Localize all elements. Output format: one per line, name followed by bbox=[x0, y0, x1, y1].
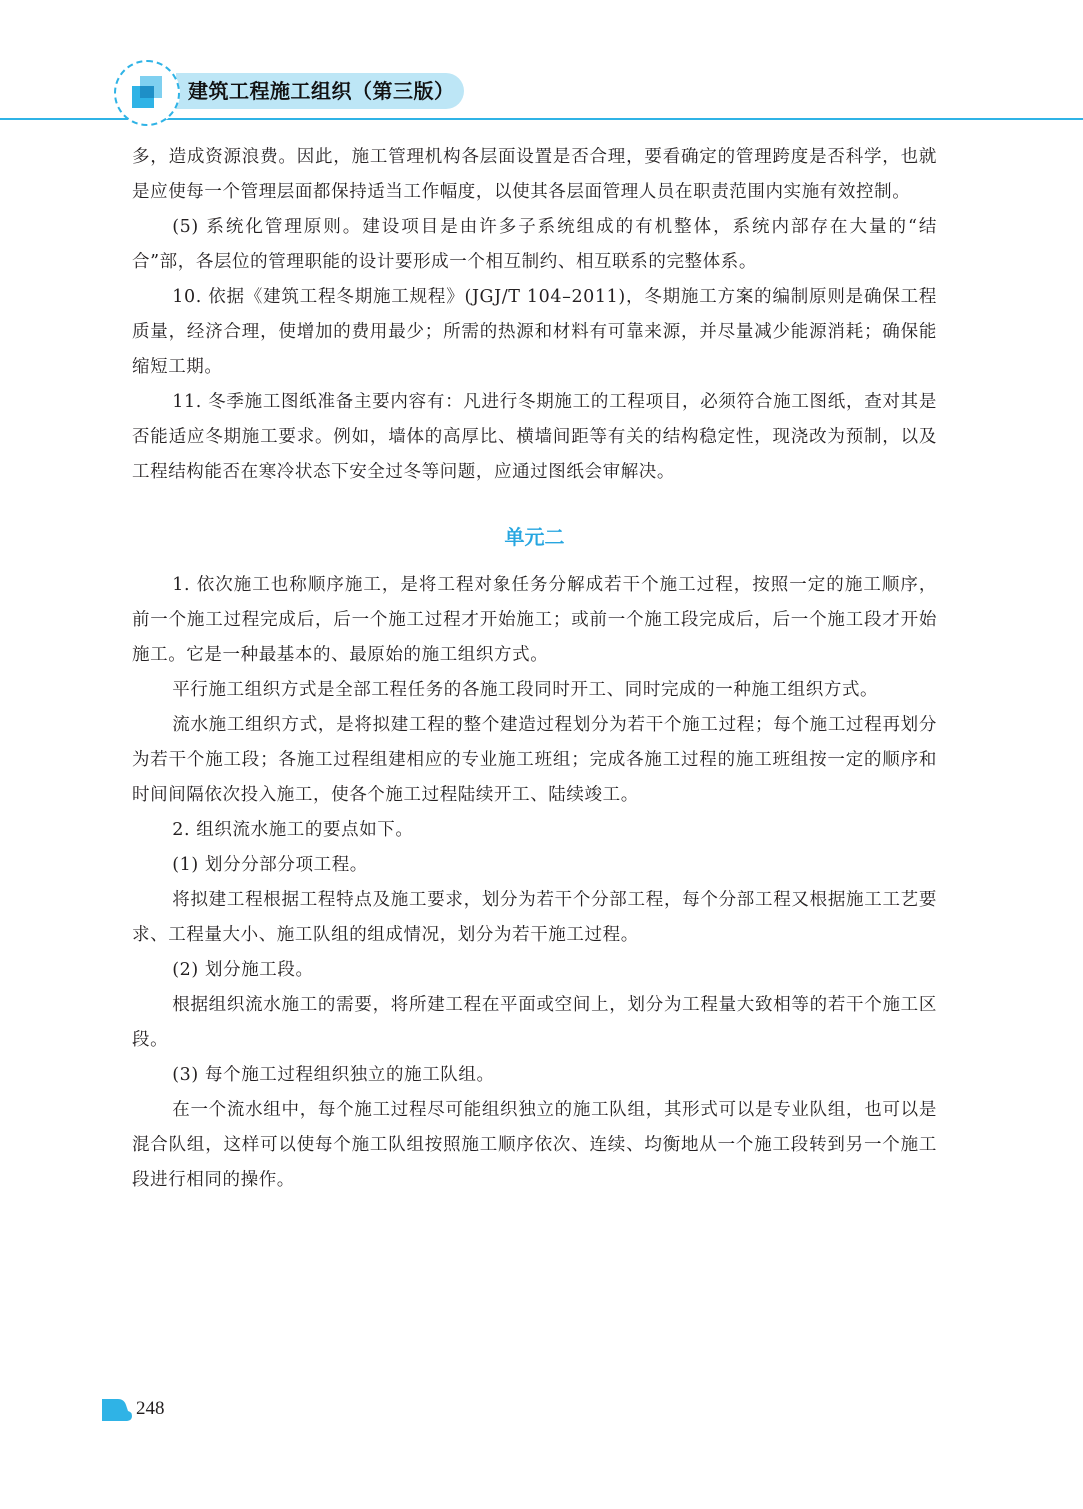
section-heading: 单元二 bbox=[504, 525, 565, 549]
paragraph-sequential-construction: 1. 依次施工也称顺序施工，是将工程对象任务分解成若干个施工过程，按照一定的施工顺序，前一个施工过程完成后，后一个施工过程才开始施工；或前一个施工段完成后，后一个施工段才开始施工。它是一种最基本的、最原始的施工组织方式。 bbox=[132, 575, 937, 665]
subheading-3: (3) 每个施工过程组织独立的施工队组。 bbox=[172, 1065, 495, 1085]
subheading-2: (2) 划分施工段。 bbox=[172, 960, 314, 980]
paragraph-subitem-2: 根据组织流水施工的需要，将所建工程在平面或空间上，划分为工程量大致相等的若干个施工区段。 bbox=[132, 995, 937, 1050]
book-title: 建筑工程施工组织（第三版） bbox=[188, 79, 455, 103]
page-body bbox=[132, 140, 937, 1198]
subheading-1: (1) 划分分部分项工程。 bbox=[172, 855, 368, 875]
paragraph-item-2: 2. 组织流水施工的要点如下。 bbox=[172, 820, 414, 840]
paragraph-flow-construction: 流水施工组织方式，是将拟建工程的整个建造过程划分为若干个施工过程；每个施工过程再划分为若干个施工段；各施工过程组建相应的专业施工班组；完成各施工过程的施工班组按一定的顺序和时间间隔依次投入施工，使各个施工过程陆续开工、陆续竣工。 bbox=[132, 715, 937, 805]
paragraph-subitem-3: 在一个流水组中，每个施工过程尽可能组织独立的施工队组，其形式可以是专业队组，也可以是混合队组，这样可以使每个施工队组按照施工顺序依次、连续、均衡地从一个施工段转到另一个施工段进行相同的操作。 bbox=[132, 1100, 937, 1190]
page-number: 248 bbox=[136, 1398, 165, 1419]
paragraph-systematic-principle: (5) 系统化管理原则。建设项目是由许多子系统组成的有机整体，系统内部存在大量的“结合”部，各层位的管理职能的设计要形成一个相互制约、相互联系的完整体系。 bbox=[132, 217, 937, 272]
paragraph-subitem-1: 将拟建工程根据工程特点及施工要求，划分为若干个分部工程，每个分部工程又根据施工工艺要求、工程量大小、施工队组的组成情况，划分为若干施工过程。 bbox=[132, 890, 937, 945]
page-tab-icon bbox=[102, 1399, 132, 1421]
paragraph-item-10: 10. 依据《建筑工程冬期施工规程》(JGJ/T 104–2011)，冬期施工方案的编制原则是确保工程质量，经济合理，使增加的费用最少；所需的热源和材料有可靠来源，并尽量减少能源消耗；确保能缩短工期。 bbox=[132, 287, 937, 377]
paragraph-item-11: 11. 冬季施工图纸准备主要内容有：凡进行冬期施工的工程项目，必须符合施工图纸，查对其是否能适应冬期施工要求。例如，墙体的高厚比、横墙间距等有关的结构稳定性，现浇改为预制，以及工程结构能否在寒冷状态下安全过冬等问题，应通过图纸会审解决。 bbox=[132, 392, 937, 482]
paragraph-parallel-construction: 平行施工组织方式是全部工程任务的各施工段同时开工、同时完成的一种施工组织方式。 bbox=[172, 680, 879, 700]
paragraph-continuation: 多，造成资源浪费。因此，施工管理机构各层面设置是否合理，要看确定的管理跨度是否科学，也就是应使每一个管理层面都保持适当工作幅度，以使其各层面管理人员在职责范围内实施有效控制。 bbox=[132, 147, 937, 202]
stacked-squares-logo-icon bbox=[126, 72, 170, 116]
